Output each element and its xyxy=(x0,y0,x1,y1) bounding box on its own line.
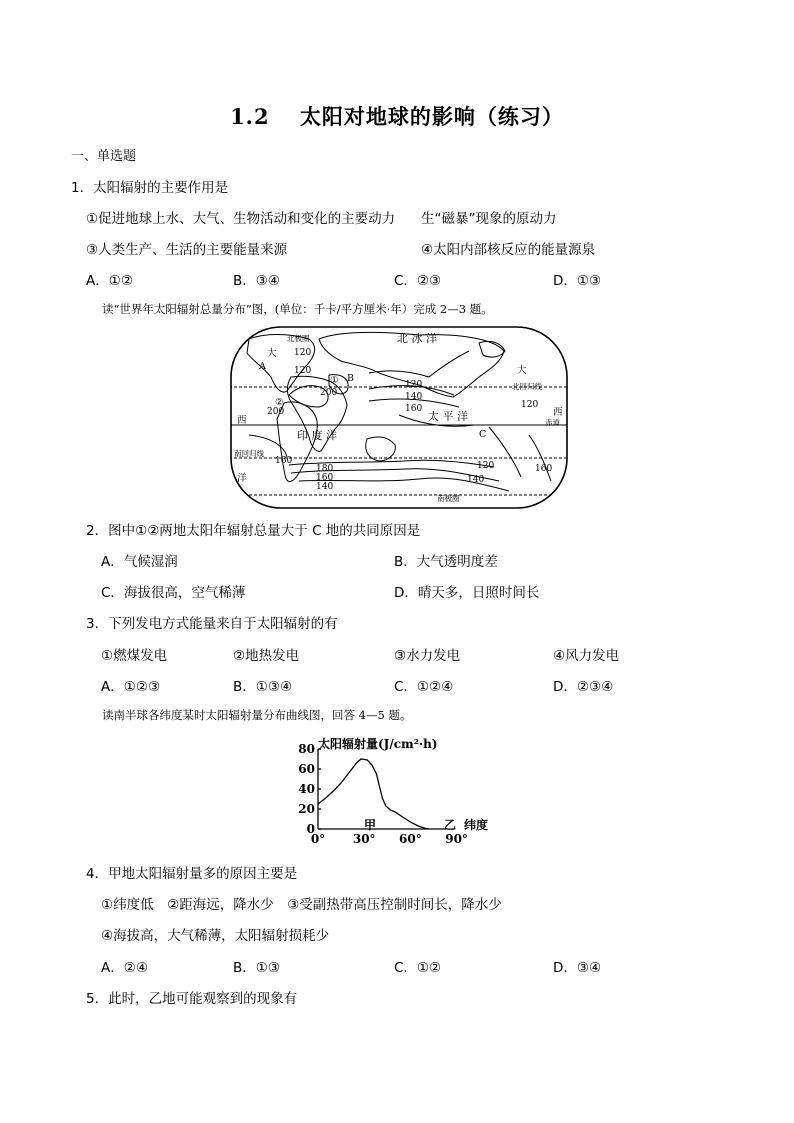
label-c: C xyxy=(479,429,487,440)
q3-item-2: ②地热发电 xyxy=(233,648,300,664)
q4-choice-c: C．①② xyxy=(394,960,442,976)
isoline-value-120-b: 120 xyxy=(294,366,312,376)
q2-choice-c: C．海拔很高，空气稀薄 xyxy=(101,585,246,601)
q2-choice-a: A．气候湿润 xyxy=(101,554,178,570)
annotation-jia: 甲 xyxy=(364,818,377,832)
chart-x-tick-label: 30° xyxy=(352,832,376,846)
isoline-value-120-d: 140 xyxy=(316,482,334,492)
label-arctic-circle: 北极圈 xyxy=(287,334,310,343)
label-da-1: 大 xyxy=(267,348,277,359)
q4-stem: 4．甲地太阳辐射量多的原因主要是 xyxy=(86,866,298,882)
isoline-value-200-a: 200 xyxy=(320,388,338,398)
isoline-value-120-e: 140 xyxy=(467,475,485,485)
chart-y-tick-label: 20 xyxy=(298,802,315,816)
isoline-value-200-b: 200 xyxy=(267,407,285,417)
label-indian: 印 度 洋 xyxy=(297,429,337,442)
isoline-value-160-c: 120 xyxy=(521,400,539,410)
map-frame xyxy=(231,327,567,508)
q3-item-1: ①燃煤发电 xyxy=(101,648,168,664)
section-heading: 一、单选题 xyxy=(71,149,137,164)
label-a: A xyxy=(259,361,266,372)
world-radiation-map xyxy=(229,325,569,510)
chart-title: 太阳辐射量(J/cm²·h) xyxy=(318,737,438,751)
chart-y-tick-label: 0 xyxy=(306,822,315,836)
q1-option-2: 生“磁暴”现象的原动力 xyxy=(421,211,557,227)
chart-y-tick-label: 40 xyxy=(298,782,315,796)
chart-x-tick-label: 90° xyxy=(445,832,468,846)
q4-choice-b: B．①③ xyxy=(233,960,280,976)
isoline-value-140-a: 140 xyxy=(405,392,423,402)
chart-y-tick-label: 80 xyxy=(298,742,315,756)
q4-choice-a: A．②④ xyxy=(101,960,148,976)
label-equator: 赤道 xyxy=(545,418,560,427)
label-tropic-north: 北回归线 xyxy=(512,382,542,391)
radiation-line-chart xyxy=(296,733,496,848)
isoline-value-140-b: 160 xyxy=(316,473,334,483)
q3-item-4: ④风力发电 xyxy=(553,648,620,664)
map-instruction: 读“世界年太阳辐射总量分布”图，(单位：千卡/平方厘米·年）完成 2—3 题。 xyxy=(102,302,493,316)
q3-choice-b: B．①③④ xyxy=(233,679,293,695)
chart-x-tick-label: 60° xyxy=(399,832,422,846)
isoline-value-160-b: 180 xyxy=(316,464,334,474)
label-circle-1: ① xyxy=(330,375,339,386)
q1-option-1: ①促进地球上水、大气、生物活动和变化的主要动力 xyxy=(86,211,396,227)
q1-choice-b: B．③④ xyxy=(233,273,280,289)
page-title: 1.2 太阳对地球的影响（练习） xyxy=(230,104,564,129)
q3-choice-c: C．①②④ xyxy=(394,679,454,695)
isoline-value-160-a: 160 xyxy=(405,404,423,414)
q1-choice-d: D．①③ xyxy=(553,273,602,289)
label-xi-1: 西 xyxy=(237,415,247,426)
isoline-value-120-a: 120 xyxy=(294,348,312,358)
q2-choice-b: B．大气透明度差 xyxy=(394,554,498,570)
chart-y-tick-label: 60 xyxy=(298,762,315,776)
q3-choice-d: D．②③④ xyxy=(553,679,614,695)
q4-choice-d: D．③④ xyxy=(553,960,602,976)
isoline-value-120-c: 120 xyxy=(405,380,423,390)
isoline-value-140-c: 120 xyxy=(477,461,495,471)
label-pacific: 太 平 洋 xyxy=(428,410,468,423)
label-yang: 洋 xyxy=(237,473,247,484)
q3-item-3: ③水力发电 xyxy=(394,648,461,664)
label-antarctic-circle: 南极圈 xyxy=(437,494,460,503)
q1-stem: 1．太阳辐射的主要作用是 xyxy=(71,180,229,196)
chart-x-tick-label: 0° xyxy=(310,832,326,846)
q4-reasons-line-2: ④海拔高，大气稀薄，太阳辐射损耗少 xyxy=(101,928,330,944)
label-b: B xyxy=(347,373,354,384)
q5-stem: 5．此时，乙地可能观察到的现象有 xyxy=(86,991,298,1007)
q4-reasons-line-1: ①纬度低 ②距海远，降水少 ③受副热带高压控制时间长，降水少 xyxy=(101,897,502,913)
q2-stem: 2．图中①②两地太阳年辐射总量大于 C 地的共同原因是 xyxy=(86,523,421,539)
chart-instruction: 读南半球各纬度某时太阳辐射量分布曲线图，回答 4—5 题。 xyxy=(102,708,412,722)
q3-stem: 3．下列发电方式能量来自于太阳辐射的有 xyxy=(86,616,338,632)
q1-choice-c: C．②③ xyxy=(394,273,442,289)
q2-choice-d: D．晴天多，日照时间长 xyxy=(394,585,540,601)
q1-option-4: ④太阳内部核反应的能量源泉 xyxy=(421,242,596,258)
label-circle-2: ② xyxy=(275,397,284,408)
q1-choice-a: A．①② xyxy=(86,273,133,289)
label-tropic-south: 南回归线 xyxy=(234,449,264,458)
isoline-value-180: 160 xyxy=(275,456,293,466)
isoline-value-160-d: 160 xyxy=(535,464,553,474)
q1-option-3: ③人类生产、生活的主要能量来源 xyxy=(86,242,288,258)
label-arctic-ocean: 北 冰 洋 xyxy=(397,332,437,345)
annotation-yi: 乙 xyxy=(444,818,457,832)
label-da-2: 大 xyxy=(517,365,527,376)
chart-x-axis-label: 纬度 xyxy=(464,818,489,832)
label-xi-2: 西 xyxy=(553,407,563,418)
q3-choice-a: A．①②③ xyxy=(101,679,161,695)
